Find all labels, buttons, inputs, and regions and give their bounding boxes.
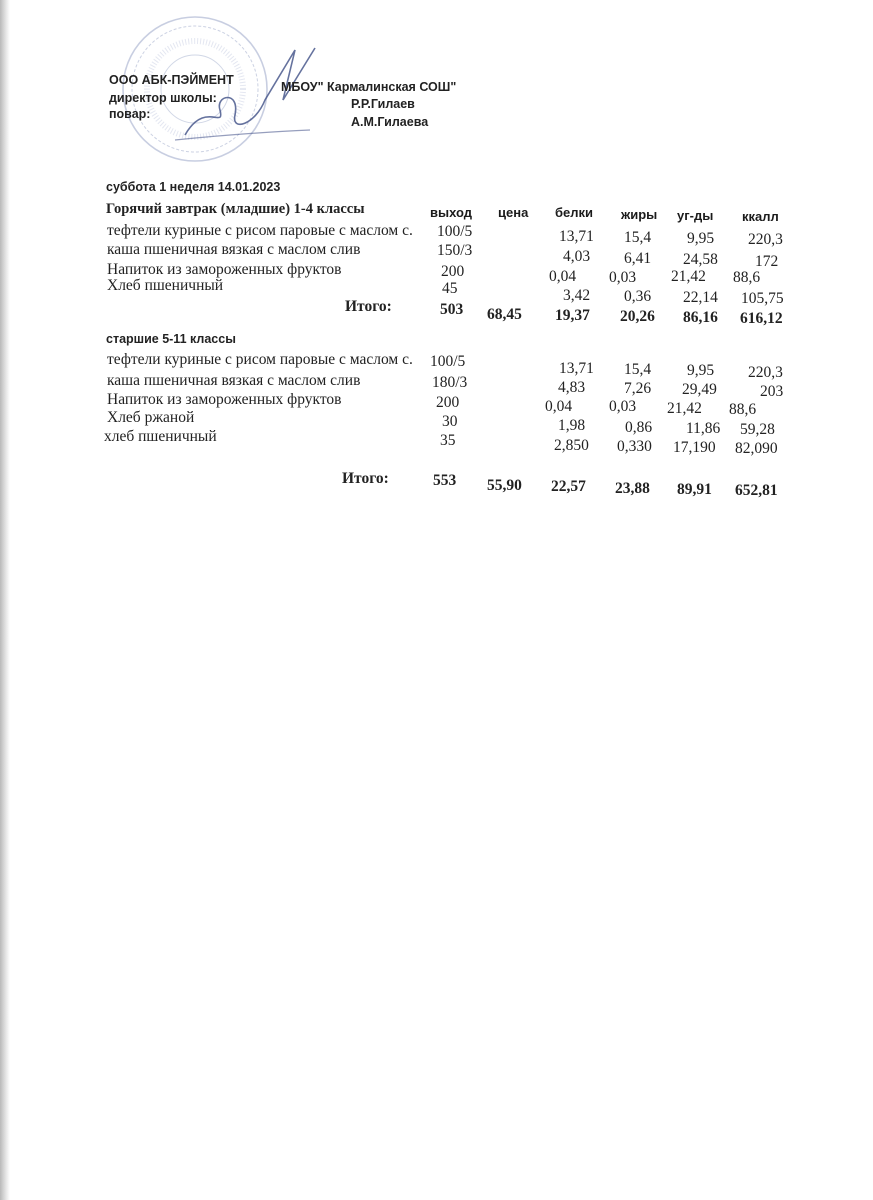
dish-name: тефтели куриные с рисом паровые с маслом с. (107, 351, 413, 368)
total-ugdy: 86,16 (683, 309, 718, 326)
ugdy-value: 17,190 (673, 439, 716, 456)
junior-section-title: Горячий завтрак (младшие) 1-4 классы (106, 201, 365, 217)
zhiry-value: 0,03 (609, 269, 637, 286)
senior-section-title: старшие 5-11 классы (106, 332, 236, 346)
ugdy-value: 24,58 (683, 251, 718, 268)
zhiry-value: 15,4 (624, 229, 652, 246)
zhiry-value: 0,330 (617, 438, 652, 455)
zhiry-value: 0,03 (609, 398, 637, 415)
belki-value: 4,03 (563, 248, 591, 265)
kkal-value: 105,75 (741, 290, 784, 307)
ugdy-value: 21,42 (671, 268, 706, 285)
total-cena: 55,90 (487, 477, 522, 494)
belki-value: 1,98 (558, 417, 586, 434)
column-header-vyhod: выход (430, 205, 473, 220)
dish-name: каша пшеничная вязкая с маслом слив (107, 372, 361, 389)
vyhod-value: 180/3 (432, 374, 468, 391)
belki-value: 0,04 (549, 268, 577, 285)
kkal-value: 220,3 (748, 231, 783, 248)
belki-value: 2,850 (554, 437, 589, 454)
dish-name: Напиток из замороженных фруктов (107, 261, 342, 278)
cook-name: А.М.Гилаева (351, 115, 429, 129)
zhiry-value: 0,86 (625, 419, 653, 436)
ugdy-value: 9,95 (687, 362, 715, 379)
dish-name: хлеб пшеничный (104, 428, 217, 445)
dish-name: Хлеб ржаной (107, 409, 195, 426)
kkal-value: 82,090 (735, 440, 778, 457)
column-header-ugdy: уг-ды (677, 208, 714, 223)
vyhod-value: 200 (436, 394, 460, 411)
belki-value: 13,71 (559, 360, 594, 377)
director-label: директор школы: (109, 91, 217, 105)
kkal-value: 88,6 (733, 269, 761, 286)
column-header-zhiry: жиры (621, 207, 658, 222)
ugdy-value: 29,49 (682, 381, 717, 398)
total-label: Итого: (345, 298, 392, 315)
kkal-value: 220,3 (748, 364, 783, 381)
vyhod-value: 35 (440, 432, 456, 449)
total-vyhod: 503 (440, 301, 464, 318)
dish-name: Хлеб пшеничный (107, 277, 224, 294)
school-name: МБОУ" Кармалинская СОШ" (281, 80, 457, 94)
belki-value: 4,83 (558, 379, 586, 396)
total-belki: 22,57 (551, 478, 586, 495)
ugdy-value: 22,14 (683, 289, 718, 306)
zhiry-value: 6,41 (624, 250, 652, 267)
vyhod-value: 100/5 (430, 353, 466, 370)
kkal-value: 203 (760, 383, 784, 400)
total-vyhod: 553 (433, 472, 457, 489)
total-ugdy: 89,91 (677, 481, 712, 498)
ugdy-value: 11,86 (686, 420, 721, 437)
total-zhiry: 23,88 (615, 480, 650, 497)
vyhod-value: 45 (442, 280, 458, 297)
dish-name: тефтели куриные с рисом паровые с маслом с. (107, 222, 413, 239)
director-name: Р.Р.Гилаев (351, 97, 415, 111)
column-header-cena: цена (498, 205, 529, 220)
vyhod-value: 200 (441, 263, 465, 280)
date-line: суббота 1 неделя 14.01.2023 (106, 180, 281, 194)
kkal-value: 88,6 (729, 401, 757, 418)
zhiry-value: 0,36 (624, 288, 652, 305)
total-kkal: 652,81 (735, 482, 778, 499)
dish-name: Напиток из замороженных фруктов (107, 391, 342, 408)
scan-edge (0, 0, 10, 1200)
kkal-value: 59,28 (740, 421, 775, 438)
zhiry-value: 7,26 (624, 380, 652, 397)
total-zhiry: 20,26 (620, 308, 655, 325)
zhiry-value: 15,4 (624, 361, 652, 378)
total-cena: 68,45 (487, 306, 522, 323)
total-label: Итого: (342, 470, 389, 487)
vyhod-value: 30 (442, 413, 458, 430)
belki-value: 3,42 (563, 287, 591, 304)
total-kkal: 616,12 (740, 310, 783, 327)
total-belki: 19,37 (555, 307, 590, 324)
company-name: ООО АБК-ПЭЙМЕНТ (109, 73, 234, 87)
column-header-belki: белки (555, 205, 594, 220)
vyhod-value: 100/5 (437, 223, 473, 240)
column-header-kkal: ккалл (742, 209, 779, 224)
belki-value: 13,71 (559, 228, 594, 245)
ugdy-value: 9,95 (687, 230, 715, 247)
kkal-value: 172 (755, 253, 779, 270)
belki-value: 0,04 (545, 398, 573, 415)
dish-name: каша пшеничная вязкая с маслом слив (107, 241, 361, 258)
ugdy-value: 21,42 (667, 400, 702, 417)
cook-label: повар: (109, 107, 151, 121)
vyhod-value: 150/3 (437, 242, 473, 259)
